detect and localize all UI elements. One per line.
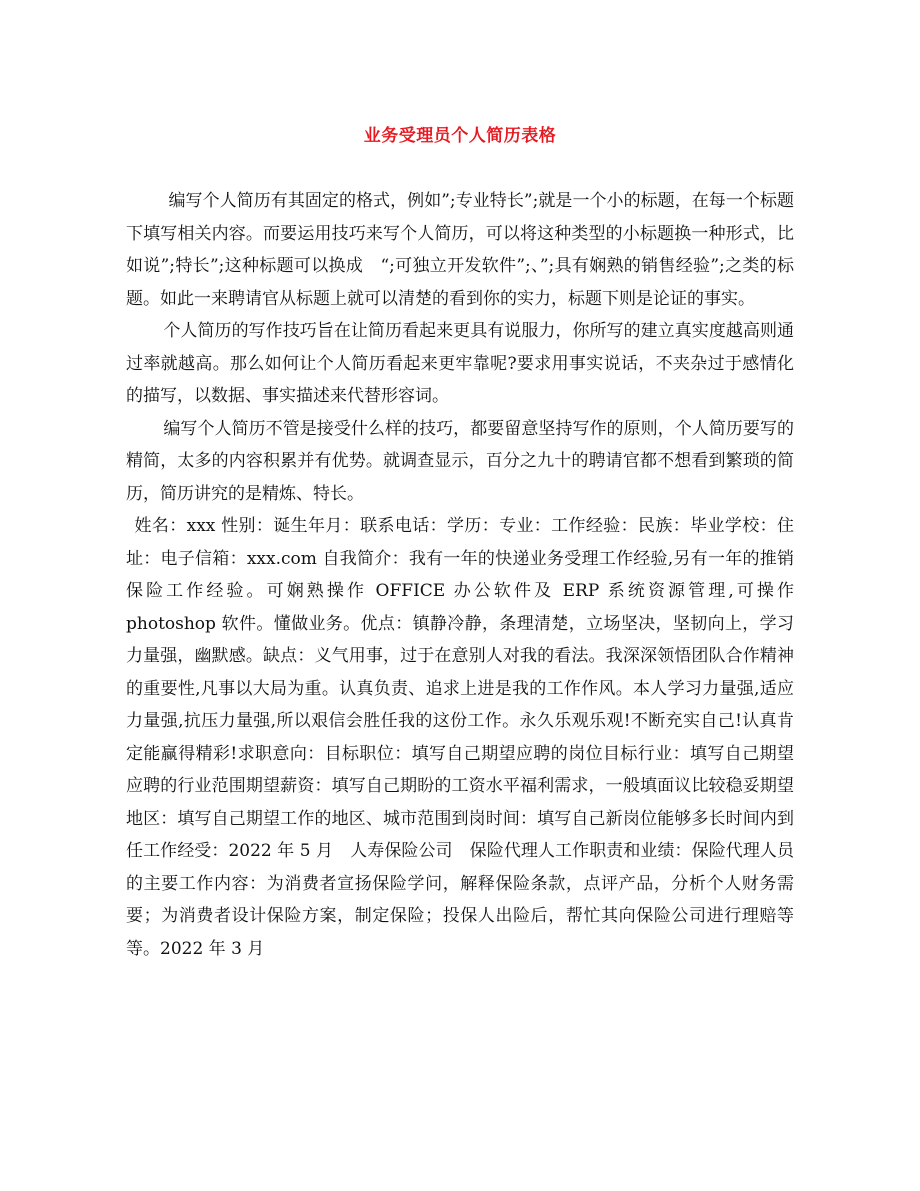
paragraph-writing-principles: 编写个人简历不管是接受什么样的技巧，都要留意坚持写作的原则，个人简历要写的精简，太多的内容积累并有优势。就调查显示，百分之九十的聘请官都不想看到繁琐的简历，简历讲究的是精炼、特长。: [126, 418, 794, 504]
paragraph-resume-content: 姓名：xxx 性别：诞生年月：联系电话：学历：专业：工作经验：民族：毕业学校：住址：电子信箱：xxx.com 自我简介：我有一年的快递业务受理工作经验,另有一年的推销保险工作经验。可娴熟操作 OFFICE 办公软件及 ERP 系统资源管理,可操作 photoshop 软件。懂做业务。优点：镇静冷静，条理清楚，立场坚决，坚韧向上，学习力量强，幽默感。缺点：义气用事，过于在意别人对我的看法。我深深领悟团队合作精神的重要性,凡事以大局为重。认真负责、追求上进是我的工作作风。本人学习力量强,适应力量强,抗压力量强,所以艰信会胜任我的这份工作。永久乐观乐观!不断充实自己!认真肯定能赢得精彩!求职意向：目标职位：填写自己期望应聘的岗位目标行业：填写自己期望应聘的行业范围期望薪资：填写自己期盼的工资水平福利需求，一般填面议比较稳妥期望地区：填写自己期望工作的地区、城市范围到岗时间：填写自己新岗位能够多长时间内到任工作经受：2022 年 5 月 人寿保险公司 保险代理人工作职责和业绩：保险代理人员的主要工作内容：为消费者宣扬保险学问，解释保险条款，点评产品，分析个人财务需要；为消费者设计保险方案，制定保险；投保人出险后，帮忙其向保险公司进行理赔等等。2022 年 3 月: [126, 516, 794, 959]
paragraph-format-intro: 编写个人简历有其固定的格式，例如”;专业特长”;就是一个小的标题，在每一个标题下填写相关内容。而要运用技巧来写个人简历，可以将这种类型的小标题换一种形式，比如说”;特长”;这种标题可以换成 “;可独立开发软件”;、”;具有娴熟的销售经验”;之类的标题。如此一来聘请官从标题上就可以清楚的看到你的实力，标题下则是论证的事实。: [126, 191, 794, 309]
document-title: 业务受理员个人简历表格: [363, 126, 557, 146]
paragraph-writing-tips: 个人简历的写作技巧旨在让简历看起来更具有说服力，你所写的建立真实度越高则通过率就越高。那么如何让个人简历看起来更牢靠呢?要求用事实说话，不夹杂过于感情化的描写，以数据、事实描述来代替形容词。: [126, 321, 794, 406]
document-body: [126, 185, 794, 965]
